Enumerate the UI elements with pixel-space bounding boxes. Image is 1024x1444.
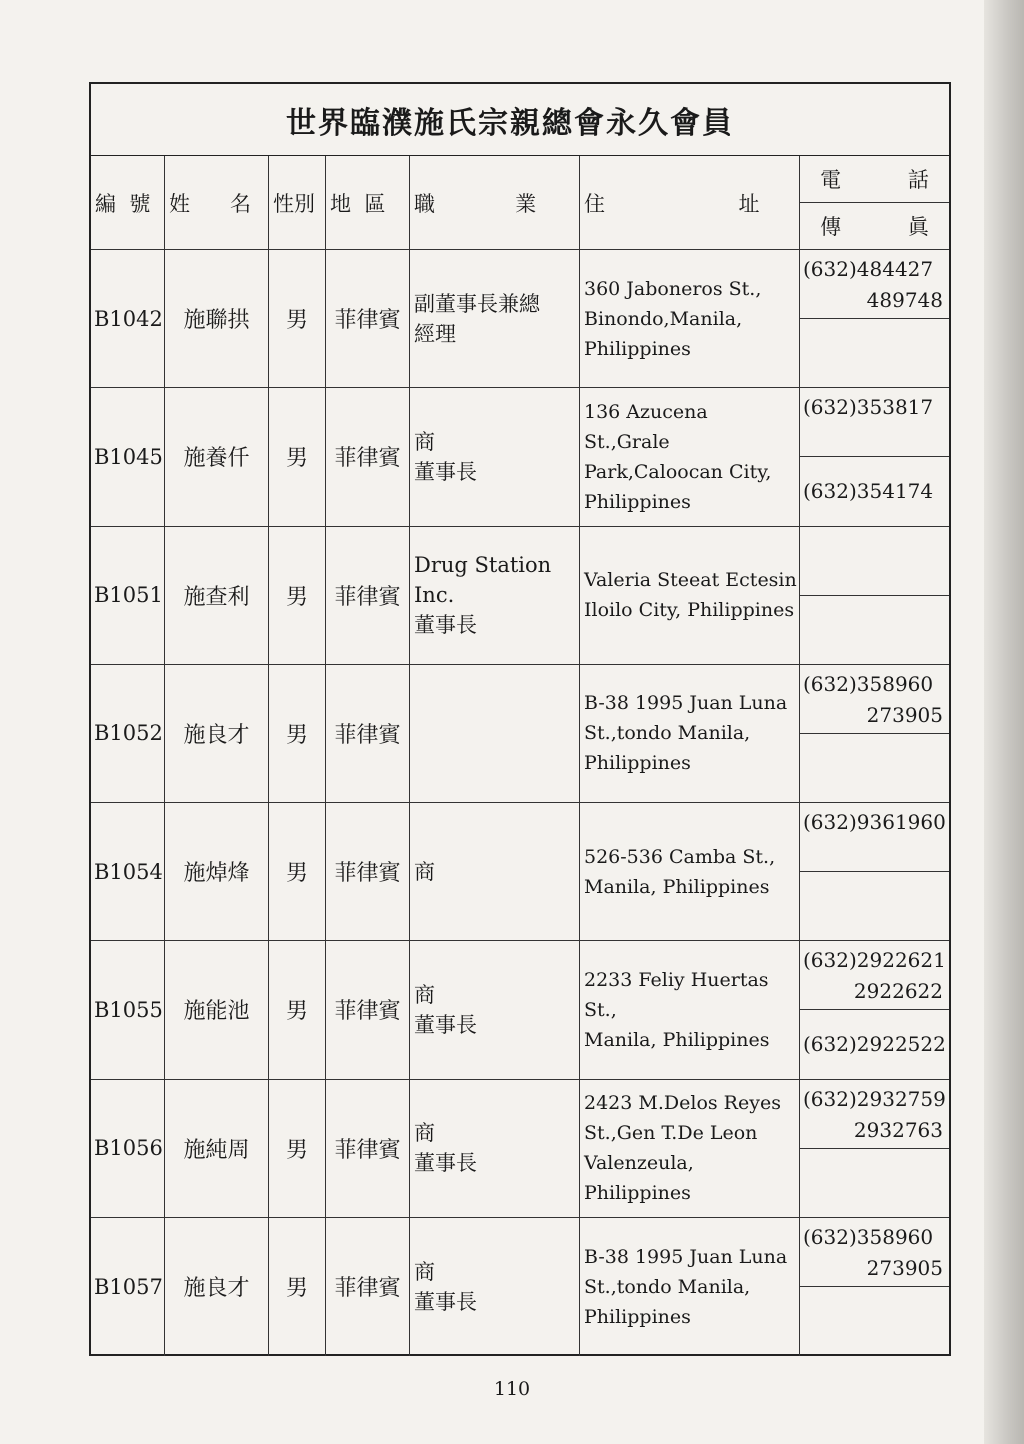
member-fax: (632)2922522 (800, 1010, 949, 1079)
member-table-frame (89, 82, 951, 1356)
member-occupation (410, 665, 580, 803)
member-phone (800, 1080, 949, 1149)
member-gender: 男 (269, 665, 326, 803)
member-fax (800, 1149, 949, 1218)
occupation-line: 董事長 (414, 1289, 477, 1314)
address-line: Iloilo City, Philippines (584, 599, 795, 622)
member-occupation (410, 803, 580, 941)
address-line: Park,Caloocan City, (584, 460, 772, 483)
page-title: 世界臨濮施氏宗親總會永久會員 (286, 105, 734, 141)
member-occupation (410, 388, 580, 526)
member-region: 菲律賓 (326, 1080, 410, 1218)
address-line: Manila, Philippines (584, 875, 770, 898)
member-region: 菲律賓 (326, 941, 410, 1079)
member-fax (800, 596, 949, 665)
member-fax (800, 872, 949, 941)
member-address (580, 527, 800, 665)
member-id: B1057 (91, 1218, 165, 1356)
member-occupation (410, 527, 580, 665)
member-name: 施焯烽 (165, 803, 269, 941)
member-phone (800, 665, 949, 734)
member-phone (800, 941, 949, 1010)
member-gender: 男 (269, 388, 326, 526)
occupation-line: 商 (414, 859, 435, 884)
member-phone (800, 388, 949, 457)
occupation-line: 董事長 (414, 1012, 477, 1037)
address-line: St.,tondo Manila, (584, 722, 751, 745)
member-region: 菲律賓 (326, 388, 410, 526)
occupation-line: 商 (414, 1121, 435, 1146)
member-gender: 男 (269, 941, 326, 1079)
header-gender: 性別 (269, 156, 326, 250)
address-line: 360 Jaboneros St., (584, 277, 762, 300)
member-occupation (410, 1080, 580, 1218)
member-id: B1052 (91, 665, 165, 803)
member-gender: 男 (269, 1080, 326, 1218)
occupation-line: 董事長 (414, 1151, 477, 1176)
header-phone: 電 話 (800, 156, 949, 203)
header-address: 住 址 (580, 156, 800, 250)
address-line: 136 Azucena St.,Grale (584, 400, 708, 453)
member-region: 菲律賓 (326, 665, 410, 803)
member-fax: (632)354174 (800, 457, 949, 526)
phone-line: (632)2922621 (803, 948, 946, 973)
member-id: B1054 (91, 803, 165, 941)
address-line: B-38 1995 Juan Luna (584, 692, 788, 715)
phone-line: 2922622 (853, 979, 943, 1004)
member-name: 施查利 (165, 527, 269, 665)
address-line: 526-536 Camba St., (584, 845, 776, 868)
phone-line: (632)2932759 (803, 1086, 946, 1111)
occupation-line: 商 (414, 1259, 435, 1284)
member-id: B1042 (91, 250, 165, 388)
phone-line: (632)358960 (803, 1224, 934, 1249)
phone-line: (632)358960 (803, 671, 934, 696)
member-id: B1045 (91, 388, 165, 526)
member-address (580, 250, 800, 388)
member-address (580, 803, 800, 941)
member-id: B1056 (91, 1080, 165, 1218)
page-gutter-shadow (984, 0, 1024, 1444)
header-id: 編 號 (91, 156, 165, 250)
member-occupation (410, 941, 580, 1079)
header-region: 地 區 (326, 156, 410, 250)
phone-line: (632)353817 (803, 395, 934, 420)
phone-line: 2932763 (853, 1117, 943, 1142)
member-gender: 男 (269, 250, 326, 388)
address-line: 2233 Feliy Huertas St., (584, 968, 769, 1021)
phone-line: 273905 (866, 1255, 943, 1280)
address-line: St.,tondo Manila, (584, 1275, 751, 1298)
address-line: 2423 M.Delos Reyes (584, 1092, 781, 1115)
phone-line: 489748 (866, 288, 943, 312)
member-name: 施養仟 (165, 388, 269, 526)
member-name: 施良才 (165, 665, 269, 803)
member-fax (800, 319, 949, 388)
member-gender: 男 (269, 1218, 326, 1356)
member-name: 施純周 (165, 1080, 269, 1218)
phone-line: (632)9361960 (803, 810, 946, 834)
address-line: B-38 1995 Juan Luna (584, 1245, 788, 1268)
member-name: 施良才 (165, 1218, 269, 1356)
member-phone (800, 250, 949, 319)
occupation-line: 副董事長兼總 (414, 291, 540, 316)
member-occupation (410, 250, 580, 388)
occupation-line: 董事長 (414, 613, 477, 638)
occupation-line: 商 (414, 982, 435, 1007)
member-address (580, 665, 800, 803)
address-line: Valenzeula, Philippines (584, 1152, 694, 1205)
member-id: B1051 (91, 527, 165, 665)
phone-line: (632)484427 (803, 257, 934, 281)
member-region: 菲律賓 (326, 527, 410, 665)
member-occupation (410, 1218, 580, 1356)
header-name: 姓 名 (165, 156, 269, 250)
member-name: 施能池 (165, 941, 269, 1079)
address-line: Valeria Steeat Ectesin (584, 569, 797, 592)
occupation-line: Drug Station Inc. (414, 553, 552, 608)
member-fax (800, 734, 949, 803)
member-phone (800, 1218, 949, 1287)
address-line: Manila, Philippines (584, 1028, 770, 1051)
member-address (580, 1080, 800, 1218)
member-fax (800, 1287, 949, 1356)
member-region: 菲律賓 (326, 1218, 410, 1356)
member-address (580, 388, 800, 526)
member-region: 菲律賓 (326, 250, 410, 388)
header-fax: 傳 眞 (800, 203, 949, 250)
occupation-line: 商 (414, 429, 435, 454)
member-address (580, 1218, 800, 1356)
occupation-line: 經理 (414, 321, 456, 346)
address-line: Philippines (584, 752, 691, 775)
member-phone (800, 803, 949, 872)
member-gender: 男 (269, 803, 326, 941)
member-gender: 男 (269, 527, 326, 665)
address-line: St.,Gen T.De Leon (584, 1122, 758, 1145)
member-region: 菲律賓 (326, 803, 410, 941)
page-number: 110 (493, 1378, 531, 1400)
member-name: 施聯拱 (165, 250, 269, 388)
address-line: Philippines (584, 337, 691, 360)
member-table (91, 156, 949, 1354)
title-bar (91, 84, 949, 156)
address-line: Philippines (584, 490, 691, 513)
member-address (580, 941, 800, 1079)
occupation-line: 董事長 (414, 459, 477, 484)
member-id: B1055 (91, 941, 165, 1079)
address-line: Binondo,Manila, (584, 307, 743, 330)
header-occupation: 職 業 (410, 156, 580, 250)
address-line: Philippines (584, 1305, 691, 1328)
phone-line: 273905 (866, 702, 943, 727)
member-phone (800, 527, 949, 596)
